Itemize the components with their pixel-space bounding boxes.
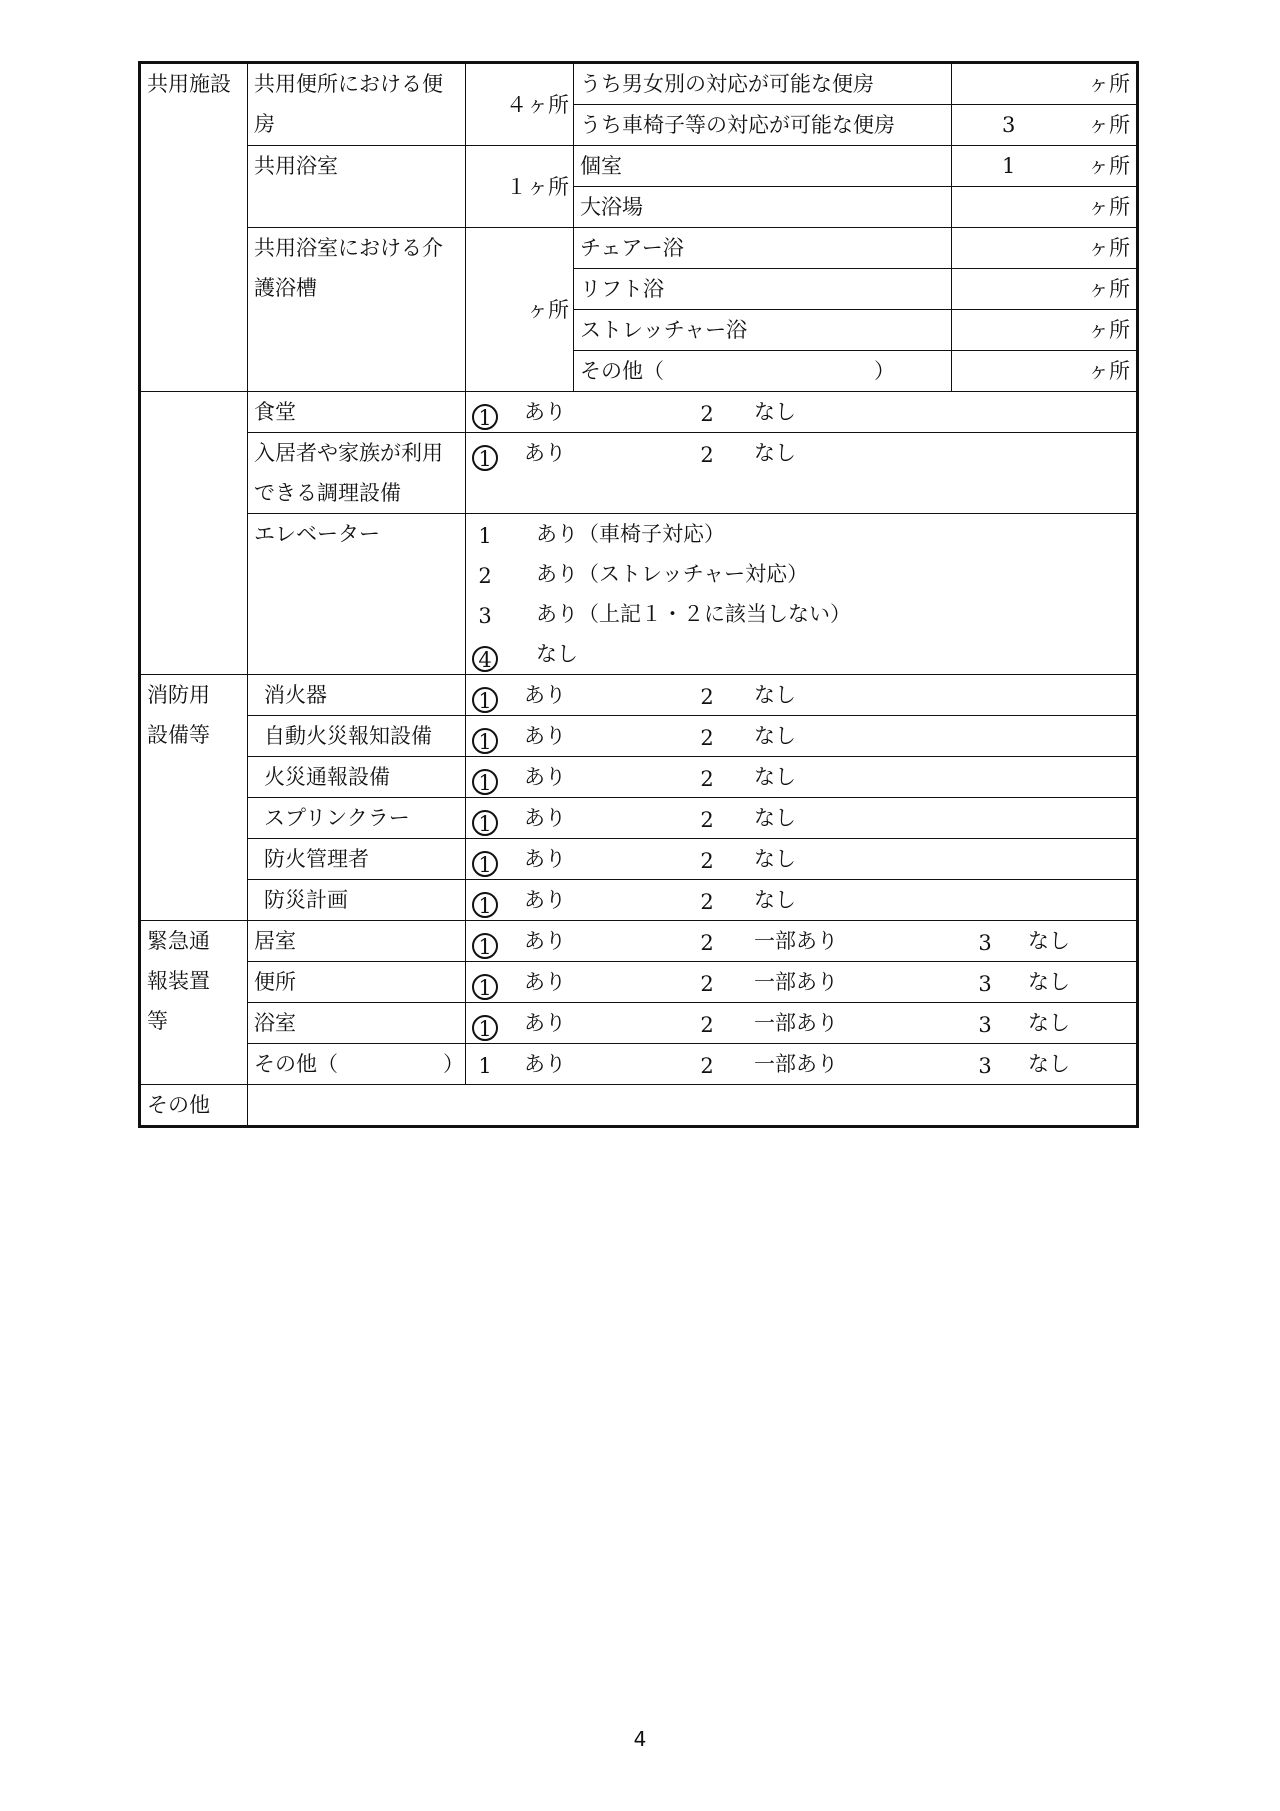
fire-item-options[interactable]: [466, 757, 1138, 798]
fire-option2: なし: [754, 806, 796, 830]
bath-sub2-label: 大浴場: [574, 187, 952, 228]
emergency-selected-mark[interactable]: 1: [472, 974, 498, 1000]
fire-item-options[interactable]: [466, 675, 1138, 716]
page-number: 4: [633, 1727, 647, 1751]
toilet-sub1-count[interactable]: ヶ所: [952, 63, 1138, 105]
care-bath-sub2-label: リフト浴: [574, 269, 952, 310]
care-bath-sub3-label: ストレッチャー浴: [574, 310, 952, 351]
emergency-option1: あり: [524, 970, 566, 994]
bath-sub1-label: 個室: [574, 146, 952, 187]
fire-selected-mark[interactable]: 1: [472, 851, 498, 877]
emergency-option3: なし: [1028, 970, 1070, 994]
toilet-sub2-label: うち車椅子等の対応が可能な便房: [574, 105, 952, 146]
emergency-option2: 一部あり: [754, 1052, 838, 1076]
section-common-label: 共用施設: [140, 63, 248, 392]
fire-item-label: スプリンクラー: [248, 798, 466, 839]
elevator-option3: あり（上記１・２に該当しない）: [536, 602, 851, 626]
bath-sub2-count[interactable]: ヶ所: [952, 187, 1138, 228]
elevator-option4: なし: [536, 642, 578, 666]
kitchen-options[interactable]: [466, 433, 1138, 514]
emergency-option3-num[interactable]: 3: [978, 971, 992, 996]
dining-option2-num[interactable]: 2: [700, 401, 714, 426]
fire-selected-mark[interactable]: 1: [472, 687, 498, 713]
facility-form-table: [138, 61, 1139, 1128]
care-bath-sub4-count[interactable]: ヶ所: [952, 351, 1138, 392]
dining-label: 食堂: [248, 392, 466, 433]
elevator-option1: あり（車椅子対応）: [536, 522, 725, 546]
emergency-item-label: 便所: [248, 962, 466, 1003]
fire-option2: なし: [754, 683, 796, 707]
dining-selected-mark[interactable]: 1: [472, 404, 498, 430]
fire-option2: なし: [754, 888, 796, 912]
fire-option2: なし: [754, 724, 796, 748]
emergency-option1: あり: [524, 929, 566, 953]
fire-selected-mark[interactable]: 1: [472, 810, 498, 836]
bath-sub1-count[interactable]: 1 ヶ所: [952, 146, 1138, 187]
care-bath-sub1-label: チェアー浴: [574, 228, 952, 269]
care-bath-sub2-count[interactable]: ヶ所: [952, 269, 1138, 310]
fire-option2-num[interactable]: 2: [700, 684, 714, 709]
fire-option2-num[interactable]: 2: [700, 725, 714, 750]
fire-item-options[interactable]: [466, 839, 1138, 880]
emergency-option3: なし: [1028, 1052, 1070, 1076]
emergency-item-options[interactable]: [466, 1003, 1138, 1044]
toilet-sub1-label: うち男女別の対応が可能な便房: [574, 63, 952, 105]
fire-item-options[interactable]: [466, 798, 1138, 839]
emergency-option3-num[interactable]: 3: [978, 1053, 992, 1078]
elevator-option1-num[interactable]: 1: [478, 523, 492, 548]
fire-option1: あり: [524, 765, 566, 789]
elevator-selected-mark[interactable]: 4: [472, 646, 498, 672]
kitchen-selected-mark[interactable]: 1: [472, 445, 498, 471]
emergency-option1: あり: [524, 1011, 566, 1035]
bath-count[interactable]: １ヶ所: [466, 146, 574, 228]
fire-option1: あり: [524, 683, 566, 707]
care-bath-sub1-count[interactable]: ヶ所: [952, 228, 1138, 269]
emergency-option1-num[interactable]: 1: [478, 1053, 492, 1078]
elevator-options[interactable]: [466, 514, 1138, 675]
fire-option1: あり: [524, 847, 566, 871]
fire-selected-mark[interactable]: 1: [472, 769, 498, 795]
toilet-label: 共用便所における便房: [248, 63, 466, 146]
fire-option1: あり: [524, 806, 566, 830]
emergency-selected-mark[interactable]: 1: [472, 933, 498, 959]
fire-item-label: 火災通報設備: [248, 757, 466, 798]
dining-option1: あり: [524, 400, 566, 424]
bath-label: 共用浴室: [248, 146, 466, 228]
care-bath-sub3-count[interactable]: ヶ所: [952, 310, 1138, 351]
fire-selected-mark[interactable]: 1: [472, 728, 498, 754]
elevator-option2: あり（ストレッチャー対応）: [536, 562, 809, 586]
emergency-option2-num[interactable]: 2: [700, 930, 714, 955]
elevator-option2-num[interactable]: 2: [478, 563, 492, 588]
emergency-option2: 一部あり: [754, 1011, 838, 1035]
emergency-option2-num[interactable]: 2: [700, 1053, 714, 1078]
fire-option2: なし: [754, 765, 796, 789]
section-emergency-label: 緊急通報装置等: [140, 921, 248, 1085]
fire-option2-num[interactable]: 2: [700, 766, 714, 791]
toilet-sub2-count[interactable]: 3 ヶ所: [952, 105, 1138, 146]
emergency-option3: なし: [1028, 1011, 1070, 1035]
elevator-option3-num[interactable]: 3: [478, 603, 492, 628]
emergency-item-options[interactable]: [466, 1044, 1138, 1085]
emergency-selected-mark[interactable]: 1: [472, 1015, 498, 1041]
fire-option1: あり: [524, 724, 566, 748]
kitchen-option2-num[interactable]: 2: [700, 442, 714, 467]
elevator-label: エレベーター: [248, 514, 466, 675]
section-common-spacer: [140, 392, 248, 433]
kitchen-option2: なし: [754, 441, 796, 465]
section-common-spacer: [140, 514, 248, 675]
section-common-spacer: [140, 433, 248, 514]
section-fire-label: 消防用設備等: [140, 675, 248, 921]
emergency-option2: 一部あり: [754, 929, 838, 953]
care-bath-label: 共用浴室における介護浴槽: [248, 228, 466, 392]
fire-item-options[interactable]: [466, 880, 1138, 921]
emergency-option2-num[interactable]: 2: [700, 971, 714, 996]
fire-option2-num[interactable]: 2: [700, 807, 714, 832]
fire-selected-mark[interactable]: 1: [472, 892, 498, 918]
emergency-option2: 一部あり: [754, 970, 838, 994]
emergency-item-options[interactable]: [466, 962, 1138, 1003]
fire-option2-num[interactable]: 2: [700, 848, 714, 873]
fire-item-options[interactable]: [466, 716, 1138, 757]
emergency-item-label: その他（ ）: [248, 1044, 466, 1085]
emergency-option3: なし: [1028, 929, 1070, 953]
emergency-option1: あり: [524, 1052, 566, 1076]
kitchen-option1: あり: [524, 441, 566, 465]
dining-option2: なし: [754, 400, 796, 424]
emergency-item-label: 浴室: [248, 1003, 466, 1044]
emergency-option3-num[interactable]: 3: [978, 1012, 992, 1037]
other-value-field[interactable]: [248, 1085, 1138, 1127]
fire-option1: あり: [524, 888, 566, 912]
section-other-label: その他: [140, 1085, 248, 1127]
emergency-item-label: 居室: [248, 921, 466, 962]
kitchen-label: 入居者や家族が利用できる調理設備: [248, 433, 466, 514]
toilet-count[interactable]: ４ヶ所: [466, 63, 574, 146]
fire-item-label: 防災計画: [248, 880, 466, 921]
fire-item-label: 防火管理者: [248, 839, 466, 880]
fire-option2: なし: [754, 847, 796, 871]
care-bath-count[interactable]: ヶ所: [466, 228, 574, 392]
emergency-option2-num[interactable]: 2: [700, 1012, 714, 1037]
care-bath-sub4-label: その他（ ）: [574, 351, 952, 392]
fire-item-label: 消火器: [248, 675, 466, 716]
fire-option2-num[interactable]: 2: [700, 889, 714, 914]
emergency-item-options[interactable]: [466, 921, 1138, 962]
fire-item-label: 自動火災報知設備: [248, 716, 466, 757]
emergency-option3-num[interactable]: 3: [978, 930, 992, 955]
dining-options[interactable]: [466, 392, 1138, 433]
